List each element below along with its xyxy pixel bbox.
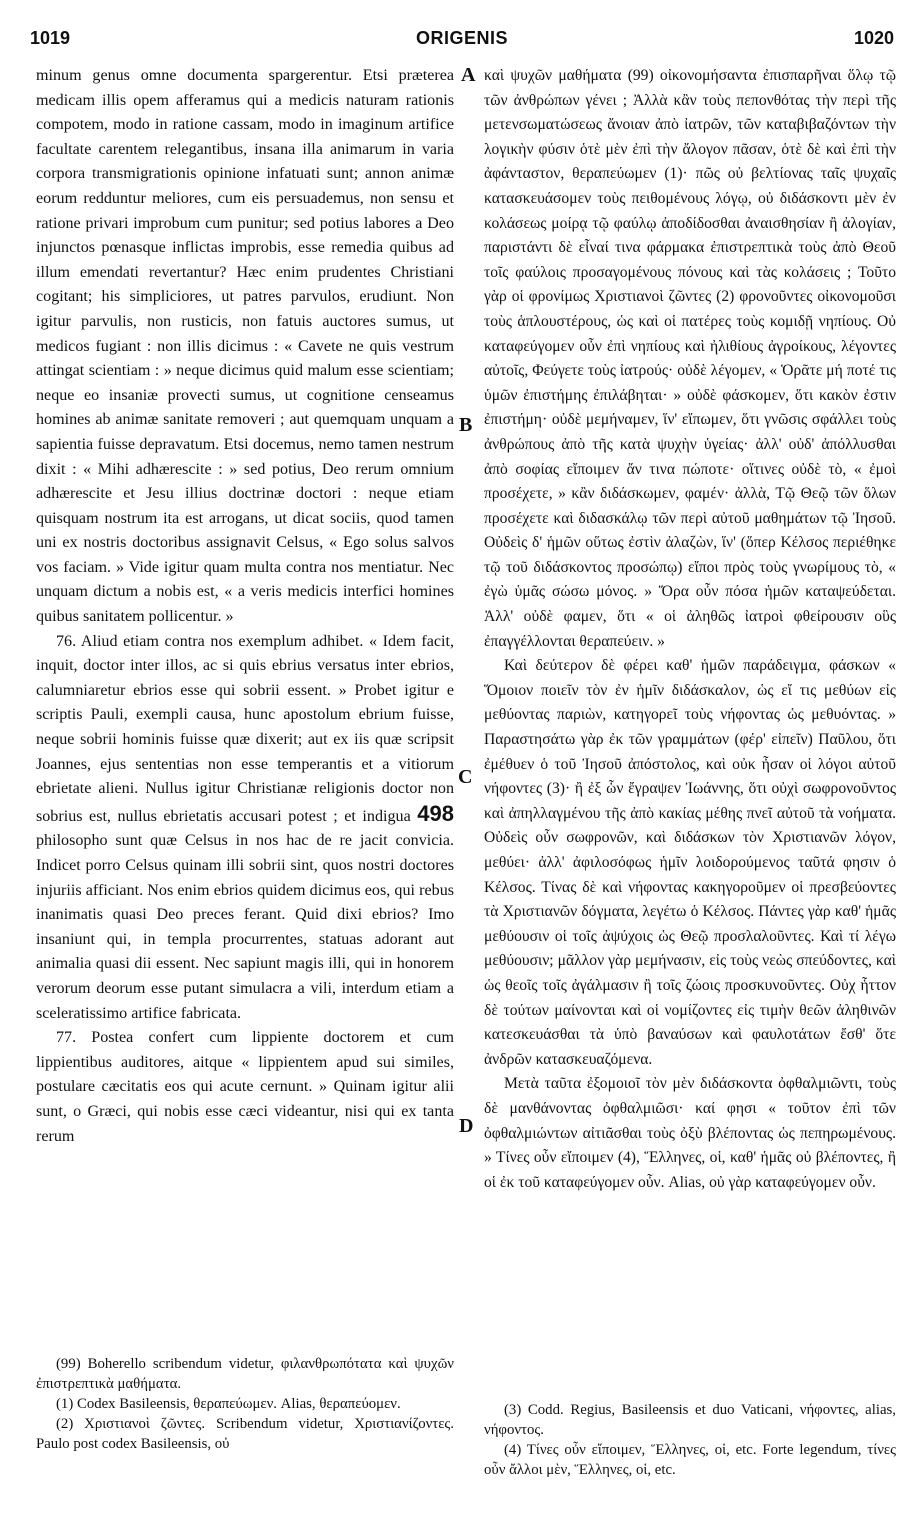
footnote-3: (3) Codd. Regius, Basileensis et duo Vaticani, νήφοντες, alias, νήφοντος. bbox=[484, 1402, 896, 1438]
footnotes-right bbox=[484, 1400, 896, 1480]
latin-paragraph-76-continued: philosopho sunt quӕ Celsus in nos hac de re jacit convicia. Indicet porro Celsus quinam illi sobrii sint, quos nostri doctores injuriis afficiant. Nos enim ebrios quidem dicimus eos, qui rebus inanimatis quasi Deo preces ferant. Quid dixi ebrios? Imo insaniunt qui, in templa procurrentes, statuas adorant aut animalia quasi dii essent. Nec sapiunt magis illi, qui in honorem verorum deorum esse putant simulacra a vili, interdum etiam a sceleratissimo artifice fabricata. bbox=[36, 832, 454, 1022]
greek-paragraph-1: καὶ ψυχῶν μαθήματα (99) οἰκονομήσαντα ἐπισπαρῆναι ὅλῳ τῷ τῶν ἀνθρώπων γένει ; Ἀλλὰ κἂν τοὺς πεπονθότας τὴν περὶ τῆς μετενσωματώσεως ἄνοιαν ἀπὸ ἰατρῶν, τῶν καταβιβαζόντων τὴν λογικὴν φύσιν ὁτὲ μὲν ἐπὶ τὴν ἄλογον πᾶσαν, ὁτὲ δὲ καὶ ἐπὶ τὴν ἀφάνταστον, θεραπεύωμεν (1)· πῶς οὐ βελτίονας ταῖς ψυχαῖς κατασκευάσομεν τοὺς πειθομένους λόγῳ, οὐ διδάσκοντι μὲν ἐν κολάσεως μοίρᾳ τῷ φαύλῳ ἀποδίδοσθαι ἀναισθησίαν ἢ ἀλογίαν, παριστάντι δὲ εἶναί τινα φάρμακα ἐπιστρεπτικὰ τοὺς ἀπὸ Θεοῦ τοῖς φαύλοις προσαγομένους πόνους καὶ τὰς κολάσεις ; Τοῦτο γὰρ οἱ φρονίμως Χριστιανοὶ ζῶντες (2) φρονοῦντες οἰκονομοῦσι τοὺς ἁπλουστέρους, ὡς καὶ οἱ πατέρες τοὺς κομιδῇ νηπίους. Οὐ καταφεύγομεν οὖν ἐπὶ νηπίους καὶ ἠλιθίους ἀγροίκους, λέγοντες αὐτοῖς, Φεύγετε τοὺς ἰατρούς· οὐδὲ λέγομεν, « Ὁρᾶτε μή ποτέ τις ὑμῶν ἐπιστήμης ἐπιλάβηται· » οὐδὲ φάσκομεν, ὅτι κακὸν ἐστιν ἐπιστήμη· οὐδὲ μεμήναμεν, ἵν' εἴπωμεν, ὅτι γνῶσις σφάλλει τοὺς ἀνθρώπους ἀπὸ τῆς κατὰ ψυχὴν ὑγείας· ἀλλ' οὐδ' ἀπόλλυσθαι ἀπὸ σοφίας εἴποιμεν ἄν τινα πώποτε· οἵτινες οὐδὲ τὸ, « ἐμοὶ προσέχετε, » κἂν διδάσκωμεν, φαμέν· ἀλλὰ, Τῷ Θεῷ τῶν ὅλων προσέχετε καὶ διδασκάλῳ τῶν περὶ αὐτοῦ μαθημάτων τῷ Ἰησοῦ. Οὐδεὶς δ' ἡμῶν οὕτως ἐστὶν ἀλαζὼν, ἵν' (ὅπερ Κέλσος περιέθηκε τῷ τοῦ διδάσκοντος προσώπῳ) εἴποι πρὸς τοὺς γνωρίμους τὸ, « ἐγὼ ὑμᾶς σώσω μόνος. » Ὅρα οὖν πόσα ἡμῶν καταψεύδεται. Ἀλλ' οὐδὲ φαμεν, ὅτι « οἱ ἀληθῶς ἰατροὶ φθείρουσιν οὓς ἐπαγγέλλονται θεραπεύειν. » bbox=[484, 67, 896, 650]
footnotes-left bbox=[36, 1354, 454, 1454]
latin-column bbox=[36, 64, 454, 1149]
page-number-left: 1019 bbox=[30, 28, 71, 48]
footnote-2: (2) Χριστιανοὶ ζῶντες. Scribendum videtur, Χριστιανίζοντες. Paulo post codex Basileensis, οὐ bbox=[36, 1416, 454, 1452]
margin-letter-b: B bbox=[459, 414, 473, 436]
page-number-right: 1020 bbox=[853, 28, 894, 48]
latin-paragraph-76-text: 76. Aliud etiam contra nos exemplum adhibet. « Idem facit, inquit, doctor inter illos, ac si quis ebrius versatus inter ebrios, calumniaretur ebrios esse qui sobrii essent. » Probet igitur e scriptis Pauli, exempli causa, hunc apostolum ebrium fuisse, neque sobrii hominis fuisse quӕ dixerit; aut ex iis quӕ scripsit Joannes, ejus sententias non esse temperantis et a vitiorum ebrietate alieni. Nullus igitur Christianӕ religionis doctor non sobrius est, nullus ebrietatis accusari potest ; et indigua bbox=[36, 632, 454, 825]
greek-paragraph-2: Καὶ δεύτερον δὲ φέρει καθ' ἡμῶν παράδειγμα, φάσκων « Ὅμοιον ποιεῖν τὸν ἐν ἡμῖν διδάσκαλον, ὡς εἴ τις μεθύων εἰς μεθύοντας παριὼν, κατηγορεῖ τοὺς νήφοντας ὡς μεθυόντας. » Παραστησάτω γὰρ ἐκ τῶν γραμμάτων (φέρ' εἰπεῖν) Παῦλου, ὅτι ἐμέθυεν ὁ τοῦ Ἰησοῦ ἀπόστολος, καὶ οὐκ ἦσαν οἱ λόγοι αὐτοῦ νήφοντες (3)· ἢ ἐξ ὧν ἔγραψεν Ἰωάννης, ὅτι οὐχὶ σωφρονοῦντος καὶ ἀπηλλαγμένου τῆς ἀπὸ κακίας μέθης πνεῖ αὐτοῦ τὰ νοήματα. Οὐδεὶς οὖν σωφρονῶν, καὶ διδάσκων τὸν Χριστιανῶν λόγον, μεθύει· ἀλλ' ἀφιλοσόφως ἡμῖν λοιδορούμενος ταῦτά φησιν ὁ Κέλσος. Τίνας δὲ καὶ νήφοντας κακηγοροῦμεν οἱ πρεσβεύοντες τὰ Χριστιανῶν δόγματα, λεγέτω ὁ Κέλσος. Πάντες γὰρ καθ' ἡμᾶς μεθύουσιν οἱ τοῖς ἀψύχοις ὡς Θεῷ προσλαλοῦντες. Καὶ τί λέγω μεθύουσιν; μᾶλλον γὰρ μεμήνασιν, εἰς τοὺς νεὼς σπεύδοντες, καὶ ὡς θεοῖς τοῖς ἀγάλμασιν ἢ τοῖς ζώοις προσκυνοῦντες. Οὐχ ἧττον δὲ τούτων μαίνονται καὶ οἱ νομίζοντες εἰς τιμὴν θεῶν ἀληθινῶν κατεσκευάσθαι τὰ ὑπὸ βαναύσων καὶ φαυλοτάτων ἔσθ' ὅτε ἀνδρῶν κατασκευαζόμενα. bbox=[484, 657, 896, 1068]
margin-letter-d: D bbox=[459, 1115, 474, 1137]
marginal-page-number: 498 bbox=[417, 800, 454, 826]
greek-paragraph-3: Μετὰ ταῦτα ἐξομοιοῖ τὸν μὲν διδάσκοντα ὀφθαλμιῶντι, τοὺς δὲ μανθάνοντας ὀφθαλμιῶσι· καί φησι « τοῦτον ἐπὶ τῶν ὀφθαλμιώντων αἰτιᾶσθαι τοὺς ὀξὺ βλέποντας ὡς πεπηρωμένους. » Τίνες οὖν εἴποιμεν (4), Ἕλληνες, οἱ, καθ' ἡμᾶς οὐ βλέποντες, ἢ οἱ ἐκ τοῦ καταφεύγομεν οὖν. Alias, οὐ γὰρ καταφεύγομεν οὖν. bbox=[484, 1075, 896, 1191]
footnote-4: (4) Τίνες οὖν εἴποιμεν, Ἕλληνες, οἱ, etc. Forte legendum, τίνες οὖν ἄλλοι μὲν, Ἕλληνες, οἱ, etc. bbox=[484, 1442, 896, 1478]
margin-letter-a: A bbox=[461, 64, 476, 86]
footnote-99: (99) Boherello scribendum videtur, φιλανθρωπότατα καὶ ψυχῶν ἐπιστρεπτικὰ μαθήματα. bbox=[36, 1356, 454, 1392]
latin-paragraph-76 bbox=[36, 630, 454, 1027]
margin-letter-c: C bbox=[458, 766, 473, 788]
page-header bbox=[30, 28, 894, 58]
latin-paragraph-1: minum genus omne documenta spargerentur. Etsi prӕterea medicam illis opem afferamus qui a medicis naturam rationis compotem, modo in ratione cassam, modo in imaginum artifice facultate carentem relegantibus, insana illa animarum in varia corpora transmigrationis opinione infatuati sunt; annon animӕ eorum redduntur meliores, cum eis persuademus, non sensu et ratione privari improbum cum punitur; sed potius labores a Deo injunctos pœnasque inflictas improbis, esse remedia quibus ad illum emendati revertantur? Hӕc enim prudentes Christiani cogitant; his simpliciores, ut patres parvulos, erudiunt. Non igitur parvulis, non rusticis, non fatuis auctores sumus, ut medicos fugiant : non illis dicimus : « Cavete ne quis vestrum attingat scientiam : » neque dicimus quid malum esse scientiam; neque eo insaniӕ provecti sumus, ut cognitione censeamus homines ab animӕ sanitate removeri ; aut quemquam unquam a sapientia fuisse depravatum. Etsi docemus, nemo tamen nestrum dixit : « Mihi adhӕrescite : » sed potius, Deo rerum omnium adhӕrescite et Jesu illius doctrinӕ doctori : neque etiam quisquam nostrum ita est arrogans, ut dicat sociis, quod tamen uni ex nostris doctoribus assignavit Celsus, « Ego solus salvos vos faciam. » Vide igitur quam multa contra nos mentiatur. Nec unquam dictum a nobis est, « a veris medicis interfici homines quibus sanitatem pollicentur. » bbox=[36, 67, 454, 626]
greek-column bbox=[484, 64, 896, 1195]
running-title: ORIGENIS bbox=[415, 28, 508, 48]
latin-paragraph-77: 77. Postea confert cum lippiente doctorem et cum lippientibus auditores, aitque « lippientem apud sui similes, postulare cӕcitatis eos qui acute cernunt. » Quinam igitur alii sunt, o Grӕci, qui nobis esse cӕci videantur, nisi qui ex tanta rerum bbox=[36, 1029, 454, 1145]
footnote-1: (1) Codex Basileensis, θεραπεύωμεν. Alias, θεραπεύομεν. bbox=[56, 1396, 401, 1412]
